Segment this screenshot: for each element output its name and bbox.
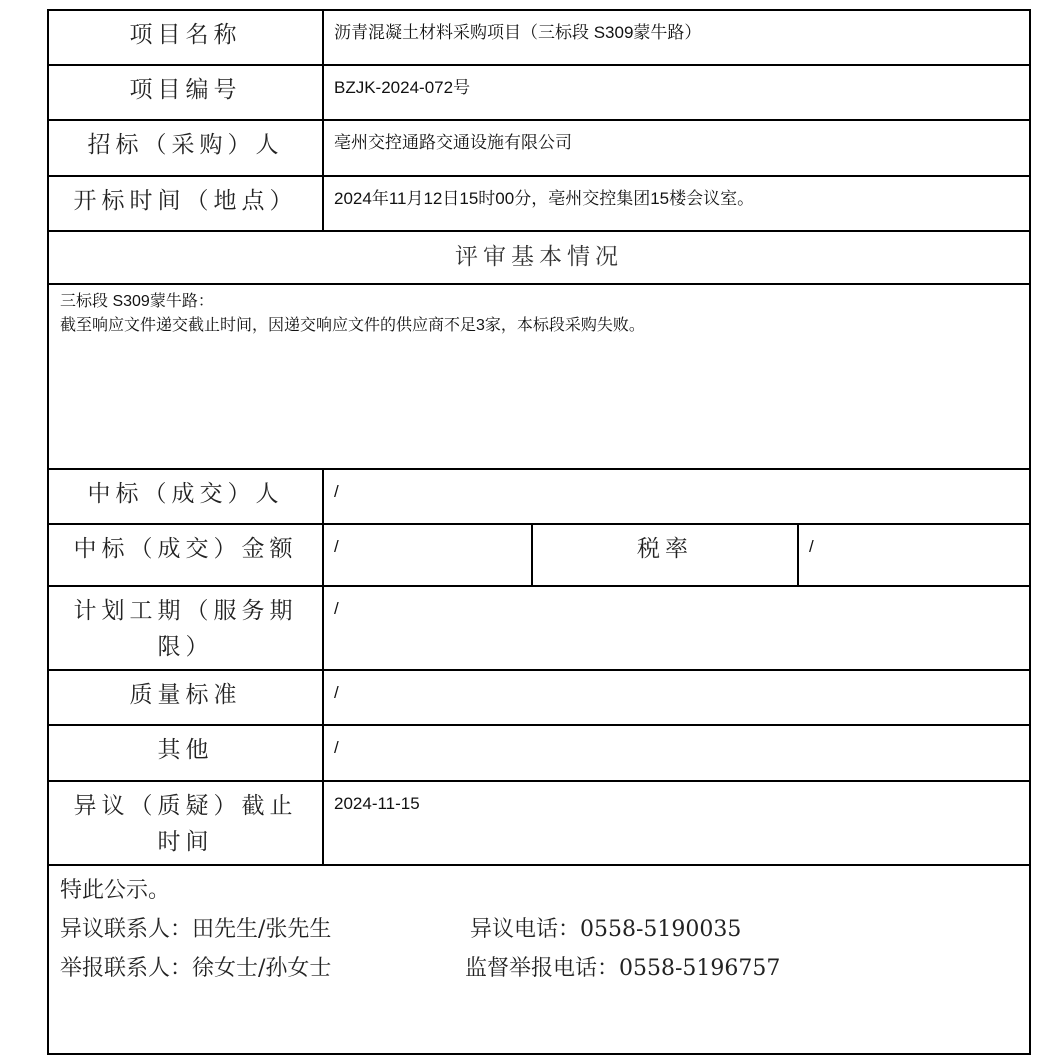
announce-text: 特此公示。: [60, 878, 171, 903]
other-label: 其他: [48, 725, 323, 781]
row-winner: [48, 469, 1030, 524]
review-body: [48, 284, 1030, 469]
row-other: [48, 725, 1030, 781]
row-objection-deadline: [48, 781, 1030, 865]
period-label: 计划工期（服务期限）: [48, 586, 323, 670]
opening-value: 2024年11月12日15时00分，亳州交控集团15楼会议室。: [323, 176, 1030, 231]
project-number-value: BZJK-2024-072号: [323, 65, 1030, 120]
quality-value: /: [323, 670, 1030, 725]
bid-result-table: [47, 9, 1031, 1055]
project-number-label: 项目编号: [48, 65, 323, 120]
row-review-title: [48, 231, 1030, 284]
project-name-label: 项目名称: [48, 10, 323, 65]
row-opening: [48, 176, 1030, 231]
project-name-value: 沥青混凝土材料采购项目（三标段 S309蒙牛路）: [323, 10, 1030, 65]
amount-value: /: [323, 524, 532, 586]
objection-deadline-value: 2024-11-15: [323, 781, 1030, 865]
report-contact: 举报联系人：徐女士/孙女士: [60, 956, 332, 981]
quality-label: 质量标准: [48, 670, 323, 725]
tax-rate-label: 税率: [532, 524, 798, 586]
objection-contact: 异议联系人：田先生/张先生: [60, 917, 332, 942]
row-tenderer: [48, 120, 1030, 176]
tenderer-value: 亳州交控通路交通设施有限公司: [323, 120, 1030, 176]
tax-rate-value: /: [798, 524, 1030, 586]
footer-notice: [48, 865, 1030, 1054]
winner-label: 中标（成交）人: [48, 469, 323, 524]
row-footer: [48, 865, 1030, 1054]
tenderer-label: 招标（采购）人: [48, 120, 323, 176]
row-quality: [48, 670, 1030, 725]
period-value: /: [323, 586, 1030, 670]
row-project-name: [48, 10, 1030, 65]
other-value: /: [323, 725, 1030, 781]
opening-label: 开标时间（地点）: [48, 176, 323, 231]
row-amount: [48, 524, 1030, 586]
objection-deadline-label: 异议（质疑）截止时间: [48, 781, 323, 865]
row-period: [48, 586, 1030, 670]
winner-value: /: [323, 469, 1030, 524]
row-review-body: [48, 284, 1030, 469]
amount-label: 中标（成交）金额: [48, 524, 323, 586]
report-phone: 监督举报电话：0558-5196757: [465, 956, 781, 981]
objection-phone: 异议电话：0558-5190035: [470, 917, 742, 942]
review-section-title: 评审基本情况: [48, 231, 1030, 284]
review-line-2: 截至响应文件递交截止时间，因递交响应文件的供应商不足3家，本标段采购失败。: [60, 317, 645, 334]
row-project-number: [48, 65, 1030, 120]
review-line-1: 三标段 S309蒙牛路：: [60, 293, 214, 310]
